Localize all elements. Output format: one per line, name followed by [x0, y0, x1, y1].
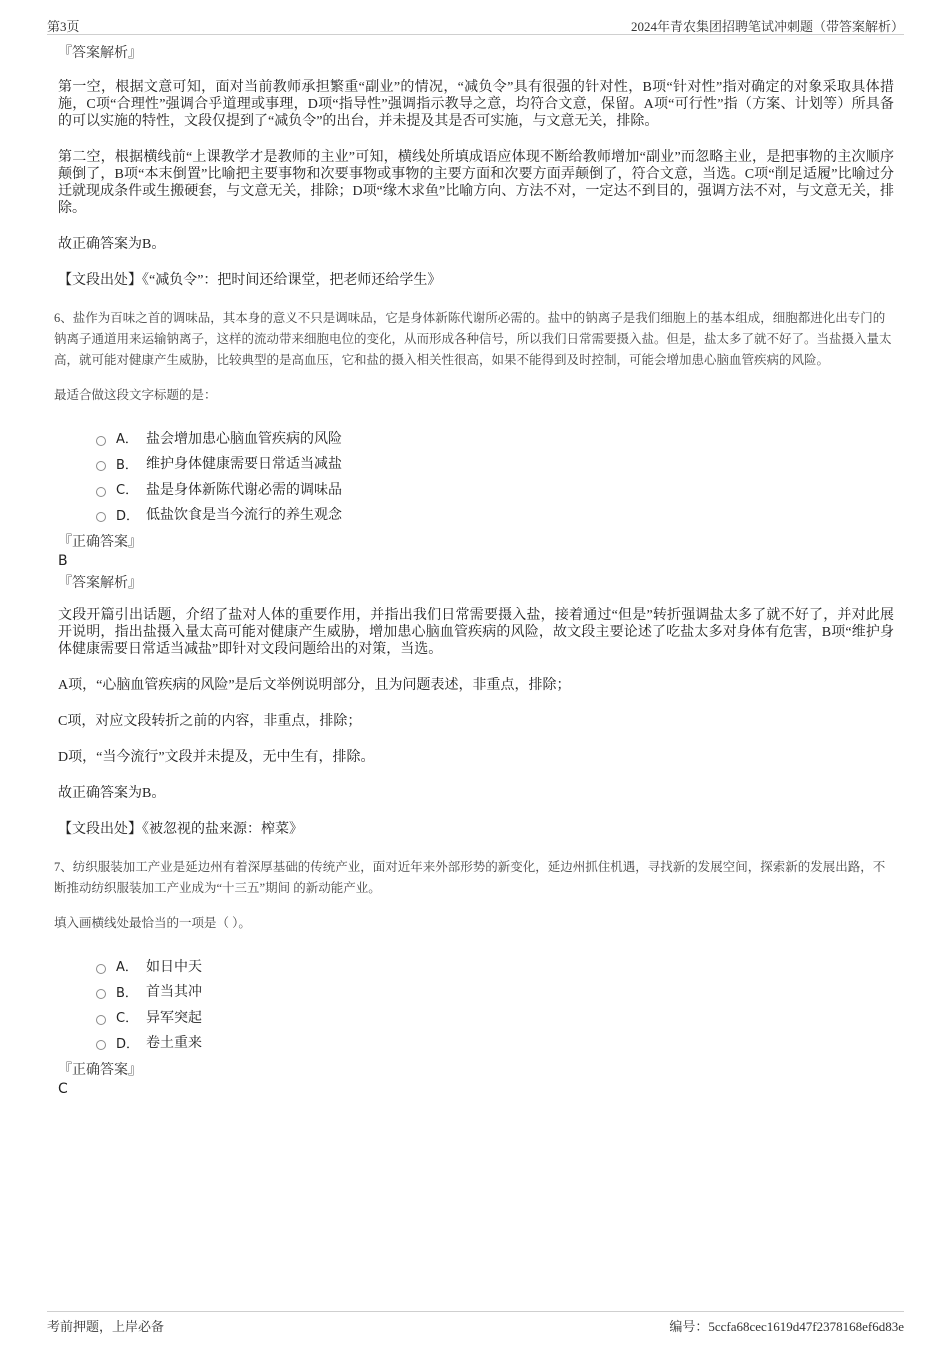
option-d[interactable]	[96, 502, 894, 528]
option-list	[96, 425, 894, 527]
option-letter: B．	[116, 985, 138, 1001]
analysis-paragraph: A项，“心脑血管疾病的风险”是后文举例说明部分，且为问题表述，非重点，排除；	[58, 678, 571, 693]
question-stem: 6、盐作为百味之首的调味品，其本身的意义不只是调味品，它是身体新陈代谢所必需的。盐中的钠离子是我们细胞上的基本组成，细胞都进化出专门的钠离子通道用来运输钠离子，这样的流动带来细胞电位的变化，从而形成各种信号，所以我们日常需要摄入盐。但是，盐太多了就不好了。当盐摄入量太高，就可能对健康产生威胁，比较典型的是高血压，它和盐的摄入相关性很高，如果不能得到及时控制，可能会增加患心脑血管疾病的风险。	[54, 311, 892, 367]
question-prompt: 最适合做这段文字标题的是：	[54, 388, 217, 402]
page-number: 第3页	[47, 19, 80, 34]
correct-answer: C	[58, 1081, 68, 1097]
option-a[interactable]	[96, 953, 894, 979]
radio-icon[interactable]	[96, 512, 106, 522]
option-letter: D．	[116, 508, 140, 524]
document-title: 2024年青农集团招聘笔试冲刺题（带答案解析）	[630, 19, 904, 34]
source-citation: 【文段出处】《“减负令”：把时间还给课堂，把老师还给学生》	[58, 273, 442, 288]
analysis-paragraph: 文段开篇引出话题，介绍了盐对人体的重要作用，并指出我们日常需要摄入盐，接着通过“但是”转折强调盐太多了就不好了，并对此展开说明，指出盐摄入量太高可能对健康产生威胁，增加患心脑血管疾病的风险，故文段主要论述了吃盐太多对身体有危害，B项“维护身体健康需要日常适当减盐”即针对文段问题给出的对策，当选。	[58, 608, 894, 657]
radio-icon[interactable]	[96, 461, 106, 471]
option-text: 盐会增加患心脑血管疾病的风险	[146, 431, 342, 447]
option-text: 低盐饮食是当今流行的养生观念	[146, 508, 342, 524]
analysis-paragraph: D项，“当今流行”文段并未提及，无中生有，排除。	[58, 750, 375, 765]
page-header	[47, 14, 904, 35]
option-a[interactable]	[96, 425, 894, 451]
radio-icon[interactable]	[96, 1040, 106, 1050]
option-c[interactable]	[96, 476, 894, 502]
option-text: 如日中天	[146, 959, 202, 975]
option-text: 卷土重来	[146, 1036, 202, 1052]
option-letter: A．	[116, 432, 138, 448]
option-c[interactable]	[96, 1004, 894, 1030]
footer-slogan: 考前押题，上岸必备	[47, 1319, 165, 1334]
option-b[interactable]	[96, 979, 894, 1005]
radio-icon[interactable]	[96, 989, 106, 999]
analysis-paragraph: 第一空，根据文意可知，面对当前教师承担繁重“副业”的情况，“减负令”具有很强的针对性，B项“针对性”指对确定的对象采取具体措施，C项“合理性”强调合乎道理或事理，D项“指导性”强调指示教导之意，均符合文意，保留。A项“可行性”指（方案、计划等）所具备的可以实施的特性，文段仅提到了“减负令”的出台，并未提及其是否可实施，与文意无关，排除。	[58, 80, 894, 129]
analysis-paragraph: 第二空，根据横线前“上课教学才是教师的主业”可知，横线处所填成语应体现不断给教师增加“副业”而忽略主业，是把事物的主次顺序颠倒了，B项“本末倒置”比喻把主要事物和次要事物或事物的主要方面和次要方面弄颠倒了，符合文意，当选。C项“削足适履”比喻过分迁就现成条件或生搬硬套，与文意无关，排除；D项“缘木求鱼”比喻方向、方法不对，一定达不到目的，强调方法不对，与文意无关，排除。	[58, 150, 894, 216]
option-letter: B．	[116, 457, 138, 473]
analysis-conclusion: 故正确答案为B。	[58, 237, 166, 252]
radio-icon[interactable]	[96, 964, 106, 974]
analysis-label: 『答案解析』	[58, 576, 142, 591]
radio-icon[interactable]	[96, 436, 106, 446]
option-text: 首当其冲	[146, 985, 202, 1001]
option-text: 维护身体健康需要日常适当减盐	[146, 457, 342, 473]
correct-answer-label: 『正确答案』	[58, 1063, 142, 1078]
radio-icon[interactable]	[96, 1015, 106, 1025]
option-letter: C．	[116, 1011, 139, 1027]
analysis-paragraph: C项，对应文段转折之前的内容，非重点，排除；	[58, 714, 362, 729]
option-letter: A．	[116, 960, 138, 976]
analysis-conclusion: 故正确答案为B。	[58, 786, 166, 801]
option-letter: D．	[116, 1036, 140, 1052]
document-body	[54, 44, 894, 1102]
option-d[interactable]	[96, 1030, 894, 1056]
source-citation: 【文段出处】《被忽视的盐来源：榨菜》	[58, 822, 303, 837]
option-b[interactable]	[96, 451, 894, 477]
radio-icon[interactable]	[96, 487, 106, 497]
option-text: 异军突起	[146, 1010, 202, 1026]
analysis-label: 『答案解析』	[58, 46, 142, 61]
option-text: 盐是身体新陈代谢必需的调味品	[146, 482, 342, 498]
page-footer	[47, 1311, 904, 1338]
option-letter: C．	[116, 483, 139, 499]
correct-answer-label: 『正确答案』	[58, 535, 142, 550]
question-prompt: 填入画横线处最恰当的一项是（ ）。	[54, 916, 251, 930]
question-stem: 7、纺织服装加工产业是延边州有着深厚基础的传统产业，面对近年来外部形势的新变化，延边州抓住机遇，寻找新的发展空间，探索新的发展出路，不断推动纺织服装加工产业成为“十三五”期间 的新动能产业。	[54, 860, 886, 895]
option-list	[96, 953, 894, 1055]
correct-answer: B	[58, 553, 68, 569]
document-code: 编号：5ccfa68cec1619d47f2378168ef6d83e	[669, 1319, 904, 1334]
